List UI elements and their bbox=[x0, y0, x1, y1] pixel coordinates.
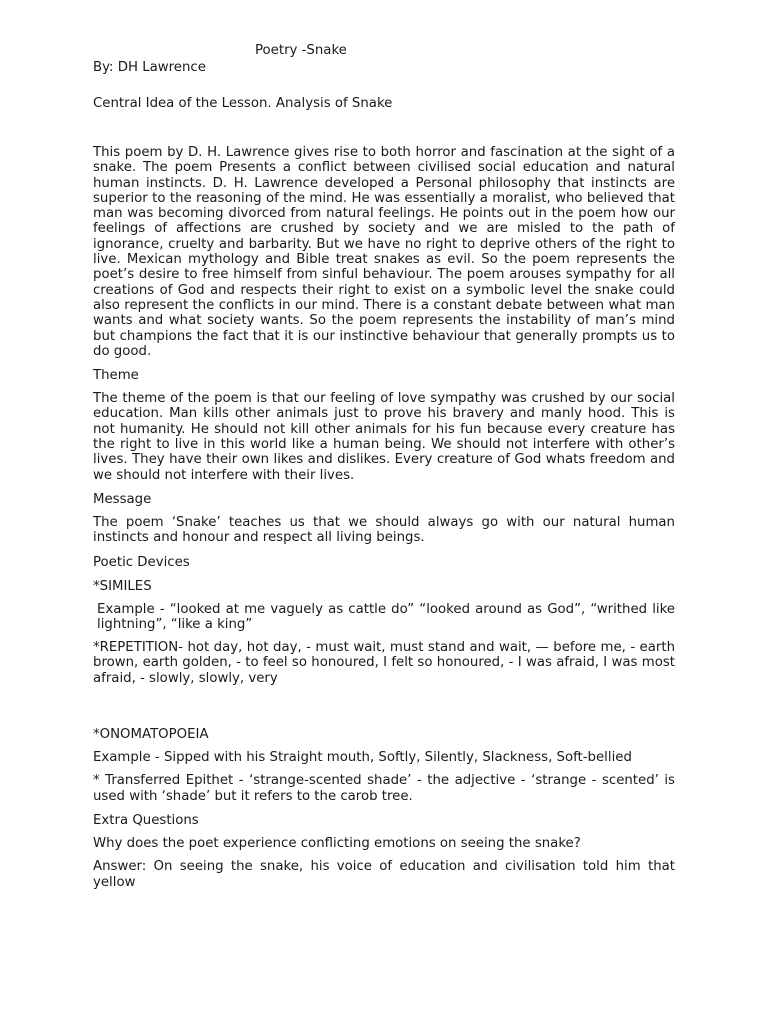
answer-text: Answer: On seeing the snake, his voice of education and civilisation told him that yellow bbox=[93, 859, 675, 890]
section-intro-heading: Central Idea of the Lesson. Analysis of Snake bbox=[93, 96, 393, 111]
onomatopoeia-paragraph: Example - Sipped with his Straight mouth, Softly, Silently, Slackness, Soft-bellied bbox=[93, 750, 632, 766]
theme-heading: Theme bbox=[93, 368, 139, 384]
message-heading: Message bbox=[93, 491, 152, 507]
similes-paragraph: Example - “looked at me vaguely as cattle do” “looked around as God”, “writhed like lightning”, “like a king” bbox=[97, 601, 675, 632]
theme-paragraph: The theme of the poem is that our feeling of love sympathy was crushed by our social education. Man kills other animals just to prove his bravery and manly hood. This is not humanity. He should not kill other animals for his fun because every creature has the right to live in this world like a human being. We should not interfere with other’s lives. They have their own likes and dislikes. Every creature of God whats freedom and we should not interfere with their lives. bbox=[93, 391, 675, 483]
message-paragraph: The poem ‘Snake’ teaches us that we should always go with our natural human instincts and honour and respect all living beings. bbox=[93, 514, 675, 546]
document-title: Poetry -Snake bbox=[255, 43, 347, 58]
spacer bbox=[93, 694, 675, 726]
central-idea-paragraph: This poem by D. H. Lawrence gives rise to both horror and fascination at the sight of a snake. The poem Presents a conflict between civilised social education and natural human instincts. D. H. Lawrence developed a Personal philosophy that instincts are superior to the reasoning of the mind. He was essentially a moralist, who believed that man was becoming divorced from natural feelings. He points out in the poem how our feelings of affections are crushed by society and we are misled to the path of ignorance, cruelty and barbarity. But we have no right to deprive others of the right to live. Mexican mythology and Bible treat snakes as evil. So the poem represents the poet’s desire to free himself from sinful behaviour. The poem arouses sympathy for all creations of God and respects their right to exist on a symbolic level the snake could also represent the conflicts in our mind. There is a constant debate between what man wants and what society wants. So the poem represents the instability of man’s mind but champions the fact that it is our instinctive behaviour that generally prompts us to do good. bbox=[93, 145, 675, 359]
poetic-devices-heading: Poetic Devices bbox=[93, 554, 190, 570]
transferred-epithet-paragraph: * Transferred Epithet - ‘strange-scented shade’ - the adjective - ‘strange - scented’ is used with ‘shade’ but it refers to the carob tree. bbox=[93, 773, 675, 804]
author-line: By: DH Lawrence bbox=[93, 60, 206, 75]
onomatopoeia-heading: *ONOMATOPOEIA bbox=[93, 727, 209, 743]
question-text: Why does the poet experience conflicting emotions on seeing the snake? bbox=[93, 835, 581, 851]
similes-heading: *SIMILES bbox=[93, 578, 152, 594]
extra-questions-heading: Extra Questions bbox=[93, 812, 199, 828]
repetition-paragraph: *REPETITION- hot day, hot day, - must wait, must stand and wait, — before me, - earth brown, earth golden, - to feel so honoured, I felt so honoured, - I was afraid, I was most afraid, - slowly, slowly, very bbox=[93, 640, 675, 686]
document-page bbox=[93, 42, 675, 898]
